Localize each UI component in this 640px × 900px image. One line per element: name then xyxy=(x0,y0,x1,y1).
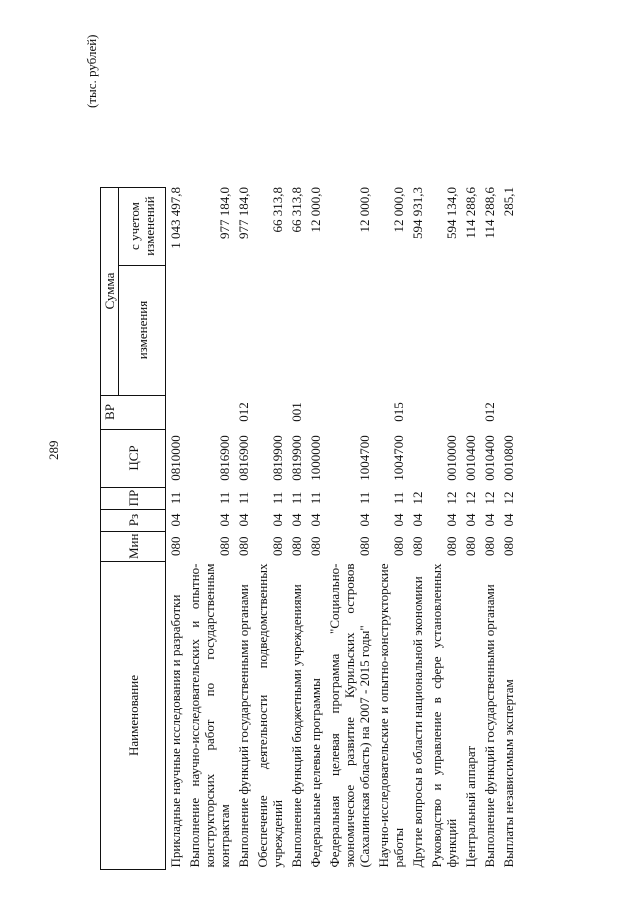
cell-changes xyxy=(287,265,306,395)
cell-min: 080 xyxy=(410,536,425,557)
header-with-changes: с учетом изменений xyxy=(119,187,166,265)
page-number: 289 xyxy=(46,440,61,460)
cell-pr: 11 xyxy=(357,491,372,505)
cell-pr: 12 xyxy=(463,491,478,505)
cell-total: 285,1 xyxy=(501,187,516,217)
cell-min: 080 xyxy=(444,536,459,557)
cell-rz: 04 xyxy=(289,513,304,527)
cell-pr: 11 xyxy=(289,491,304,505)
cell-csr: 1000000 xyxy=(308,435,323,481)
cell-name: Центральный аппарат xyxy=(463,745,478,868)
cell-pr: 11 xyxy=(217,491,232,505)
cell-total: 66 313,8 xyxy=(289,187,304,233)
cell-name: Другие вопросы в области национальной экономики xyxy=(410,576,425,868)
cell-csr: 1004700 xyxy=(391,435,406,481)
cell-min: 080 xyxy=(482,536,497,557)
header-changes: изменения xyxy=(119,265,166,395)
cell-total: 114 288,6 xyxy=(463,187,478,239)
cell-changes xyxy=(306,265,325,395)
cell-rz: 04 xyxy=(501,513,516,527)
cell-rz: 04 xyxy=(463,513,478,527)
cell-name: Выполнение функций бюджетными учреждениями xyxy=(289,584,304,868)
cell-vr xyxy=(253,395,287,429)
cell-vr xyxy=(408,395,427,429)
cell-name: Обеспечение деятельности подведомственных учреждений xyxy=(255,563,285,868)
table-row xyxy=(427,187,461,869)
cell-csr: 0010800 xyxy=(501,435,516,481)
table-row xyxy=(499,187,518,869)
cell-pr: 11 xyxy=(270,491,285,505)
table-row xyxy=(408,187,427,869)
cell-rz: 04 xyxy=(482,513,497,527)
table-row xyxy=(166,187,186,869)
table-row xyxy=(234,187,253,869)
cell-rz: 04 xyxy=(308,513,323,527)
cell-vr: 001 xyxy=(289,402,304,422)
cell-changes xyxy=(480,265,499,395)
cell-pr: 11 xyxy=(168,491,183,505)
cell-pr: 12 xyxy=(482,491,497,505)
cell-name: Выполнение функций государственными органами xyxy=(236,584,251,868)
cell-min: 080 xyxy=(289,536,304,557)
cell-csr: 0010400 xyxy=(482,435,497,481)
cell-changes xyxy=(185,265,234,395)
cell-pr: 11 xyxy=(236,491,251,505)
cell-csr: 0010400 xyxy=(463,435,478,481)
cell-total: 12 000,0 xyxy=(357,187,372,233)
header-vr: ВР xyxy=(101,395,166,429)
cell-name: Федеральные целевые программы xyxy=(308,678,323,868)
cell-changes xyxy=(408,265,427,395)
table-row xyxy=(287,187,306,869)
cell-vr: 012 xyxy=(482,402,497,422)
cell-min: 080 xyxy=(463,536,478,557)
cell-changes xyxy=(253,265,287,395)
cell-changes xyxy=(166,265,186,395)
table-row xyxy=(306,187,325,869)
cell-vr xyxy=(166,395,186,429)
cell-csr: 0010000 xyxy=(444,435,459,481)
cell-name: Выполнение научно-исследовательских и опытно-конструкторских работ по государственным контрактам xyxy=(187,563,232,868)
budget-table xyxy=(100,187,518,870)
cell-vr xyxy=(185,395,234,429)
cell-min: 080 xyxy=(357,536,372,557)
cell-pr: 12 xyxy=(444,491,459,505)
cell-min: 080 xyxy=(270,536,285,557)
cell-csr xyxy=(408,429,427,487)
cell-rz: 04 xyxy=(391,513,406,527)
cell-rz: 04 xyxy=(357,513,372,527)
cell-changes xyxy=(325,265,374,395)
table-row xyxy=(253,187,287,869)
cell-csr: 0819900 xyxy=(289,435,304,481)
cell-rz: 04 xyxy=(270,513,285,527)
cell-total: 66 313,8 xyxy=(270,187,285,233)
cell-min: 080 xyxy=(236,536,251,557)
header-csr: ЦСР xyxy=(101,429,166,487)
cell-min: 080 xyxy=(217,536,232,557)
cell-changes xyxy=(427,265,461,395)
cell-csr: 0810000 xyxy=(168,435,183,481)
cell-changes xyxy=(374,265,408,395)
header-name: Наименование xyxy=(101,562,166,870)
cell-pr: 11 xyxy=(391,491,406,505)
cell-name: Руководство и управление в сфере установленных функций xyxy=(429,563,459,868)
cell-total: 594 134,0 xyxy=(444,187,459,240)
cell-total: 977 184,0 xyxy=(236,187,251,240)
cell-vr xyxy=(325,395,374,429)
header-sum: Сумма xyxy=(101,187,119,395)
cell-total: 114 288,6 xyxy=(482,187,497,239)
cell-changes xyxy=(499,265,518,395)
table-row xyxy=(461,187,480,869)
table-row xyxy=(480,187,499,869)
cell-total: 1 043 497,8 xyxy=(168,187,183,249)
cell-pr: 12 xyxy=(501,491,516,505)
cell-changes xyxy=(234,265,253,395)
cell-total: 12 000,0 xyxy=(391,187,406,233)
cell-csr: 0816900 xyxy=(217,435,232,481)
cell-name: Научно-исследовательские и опытно-конструкторские работы xyxy=(376,563,406,868)
table-row xyxy=(325,187,374,869)
cell-vr xyxy=(461,395,480,429)
cell-pr: 11 xyxy=(308,491,323,505)
cell-name: Федеральная целевая программа "Социально-экономическое развитие Курильских островов (Сахалинская область) на 2007 - 2015 годы" xyxy=(327,563,372,868)
cell-vr: 012 xyxy=(236,402,251,422)
cell-csr: 0819900 xyxy=(270,435,285,481)
cell-rz: 04 xyxy=(168,513,183,527)
cell-rz: 04 xyxy=(444,513,459,527)
cell-csr: 0816900 xyxy=(236,435,251,481)
cell-vr xyxy=(306,395,325,429)
cell-vr xyxy=(427,395,461,429)
cell-rz: 04 xyxy=(410,513,425,527)
cell-name: Выплаты независимым экспертам xyxy=(501,679,516,868)
cell-min: 080 xyxy=(168,536,183,557)
cell-total: 12 000,0 xyxy=(308,187,323,233)
cell-min: 080 xyxy=(501,536,516,557)
cell-pr: 12 xyxy=(410,491,425,505)
table-body xyxy=(166,187,519,869)
cell-vr xyxy=(499,395,518,429)
table-row xyxy=(185,187,234,869)
cell-vr: 015 xyxy=(391,402,406,422)
cell-name: Выполнение функций государственными органами xyxy=(482,584,497,868)
header-min: Мин xyxy=(101,531,166,561)
units-label: (тыс. рублей) xyxy=(84,34,99,108)
cell-min: 080 xyxy=(308,536,323,557)
cell-min: 080 xyxy=(391,536,406,557)
cell-rz: 04 xyxy=(217,513,232,527)
header-rz: Рз xyxy=(101,509,166,531)
cell-total: 594 931,3 xyxy=(410,187,425,240)
cell-total: 977 184,0 xyxy=(217,187,232,240)
header-pr: ПР xyxy=(101,487,166,509)
cell-name: Прикладные научные исследования и разработки xyxy=(168,594,183,868)
table-row xyxy=(374,187,408,869)
cell-csr: 1004700 xyxy=(357,435,372,481)
cell-changes xyxy=(461,265,480,395)
cell-rz: 04 xyxy=(236,513,251,527)
